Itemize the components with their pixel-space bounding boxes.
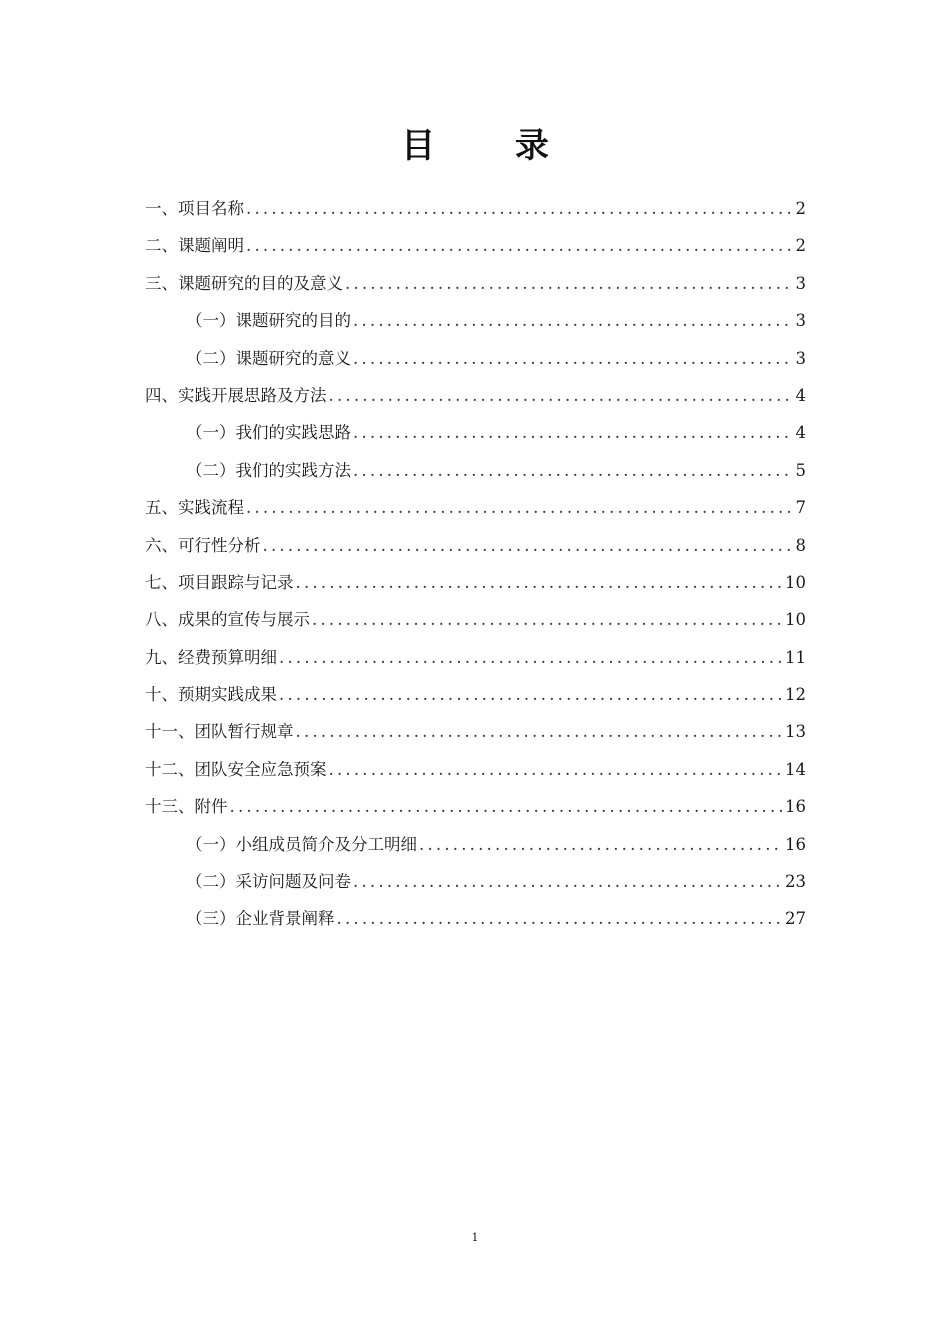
page-number: 1: [471, 1231, 479, 1244]
toc-dot-leader: [345, 265, 793, 302]
toc-subentry[interactable]: [145, 340, 806, 377]
toc-entry[interactable]: [145, 227, 806, 264]
toc-entry[interactable]: [145, 713, 806, 750]
toc-entry[interactable]: [145, 751, 806, 788]
toc-entry[interactable]: [145, 527, 806, 564]
toc-entry[interactable]: [145, 265, 806, 302]
toc-entry-page-number: 14: [785, 759, 806, 779]
toc-entry-label: （三）企业背景阐释: [186, 909, 335, 929]
toc-entry-page-number: 4: [795, 385, 806, 405]
toc-entry-page-number: 10: [785, 610, 806, 630]
toc-subentry[interactable]: [145, 826, 806, 863]
toc-entry-label: 七、项目跟踪与记录: [145, 572, 294, 592]
toc-dot-leader: [246, 489, 793, 526]
toc-subentry[interactable]: [145, 414, 806, 451]
toc-dot-leader: [296, 713, 783, 750]
toc-entry-page-number: 3: [795, 311, 806, 331]
toc-dot-leader: [353, 340, 793, 377]
toc-entry-label: 十二、团队安全应急预案: [145, 759, 327, 779]
toc-entry-label: 一、项目名称: [145, 199, 244, 218]
toc-entry-label: 十三、附件: [145, 797, 228, 817]
toc-entry[interactable]: [145, 190, 806, 227]
toc-entry-label: 四、实践开展思路及方法: [145, 385, 327, 405]
toc-entry[interactable]: [145, 639, 806, 676]
toc-entry-page-number: 8: [795, 535, 806, 555]
toc-entry-label: 三、课题研究的目的及意义: [145, 273, 343, 293]
toc-entry-label: （一）我们的实践思路: [186, 423, 351, 443]
toc-dot-leader: [246, 190, 793, 227]
toc-entry-page-number: 5: [795, 460, 806, 480]
toc-dot-leader: [246, 227, 793, 264]
toc-entry-label: （二）我们的实践方法: [186, 460, 351, 480]
toc-entry-label: （二）采访问题及问卷: [186, 872, 351, 892]
toc-subentry[interactable]: [145, 302, 806, 339]
toc-entry-page-number: 13: [785, 722, 806, 742]
toc-dot-leader: [329, 377, 793, 414]
toc-entry-label: 十一、团队暂行规章: [145, 722, 294, 742]
toc-subentry[interactable]: [145, 863, 806, 900]
toc-entry[interactable]: [145, 601, 806, 638]
toc-entry-page-number: 12: [785, 685, 806, 705]
toc-dot-leader: [296, 564, 783, 601]
toc-dot-leader: [279, 676, 782, 713]
toc-entry-label: 八、成果的宣传与展示: [145, 610, 310, 630]
toc-entry-page-number: 2: [795, 199, 806, 218]
toc-entry[interactable]: [145, 788, 806, 825]
toc-dot-leader: [353, 452, 793, 489]
toc-dot-leader: [353, 302, 793, 339]
toc-dot-leader: [230, 788, 783, 825]
toc-subentry[interactable]: [145, 900, 806, 937]
toc-entry[interactable]: [145, 564, 806, 601]
toc-entry-page-number: 2: [795, 236, 806, 256]
toc-entry[interactable]: [145, 377, 806, 414]
toc-entry-page-number: 7: [795, 498, 806, 518]
toc-dot-leader: [279, 639, 782, 676]
toc-entry-label: 十、预期实践成果: [145, 685, 277, 705]
toc-entry-label: 六、可行性分析: [145, 535, 261, 555]
toc-entry-label: 九、经费预算明细: [145, 647, 277, 667]
toc-entry-page-number: 16: [785, 834, 806, 854]
toc-entry-page-number: 3: [795, 348, 806, 368]
toc-entry-page-number: 11: [785, 647, 806, 667]
toc-entry-label: （一）小组成员简介及分工明细: [186, 834, 417, 854]
table-of-contents: [145, 190, 806, 938]
toc-entry-page-number: 10: [785, 572, 806, 592]
toc-dot-leader: [312, 601, 782, 638]
toc-entry-page-number: 3: [795, 273, 806, 293]
toc-dot-leader: [263, 527, 793, 564]
toc-entry[interactable]: [145, 676, 806, 713]
toc-entry-page-number: 16: [785, 797, 806, 817]
toc-dot-leader: [353, 863, 782, 900]
toc-dot-leader: [329, 751, 783, 788]
toc-entry-label: （二）课题研究的意义: [186, 348, 351, 368]
toc-entry-page-number: 23: [785, 872, 806, 892]
toc-entry-label: 五、实践流程: [145, 498, 244, 518]
toc-dot-leader: [353, 414, 793, 451]
toc-entry-label: （一）课题研究的目的: [186, 311, 351, 331]
toc-dot-leader: [419, 826, 782, 863]
toc-entry-page-number: 4: [795, 423, 806, 443]
toc-entry-page-number: 27: [785, 909, 806, 929]
toc-title: 目 录: [401, 126, 583, 166]
toc-entry-label: 二、课题阐明: [145, 236, 244, 256]
toc-entry[interactable]: [145, 489, 806, 526]
toc-subentry[interactable]: [145, 452, 806, 489]
toc-dot-leader: [337, 900, 783, 937]
